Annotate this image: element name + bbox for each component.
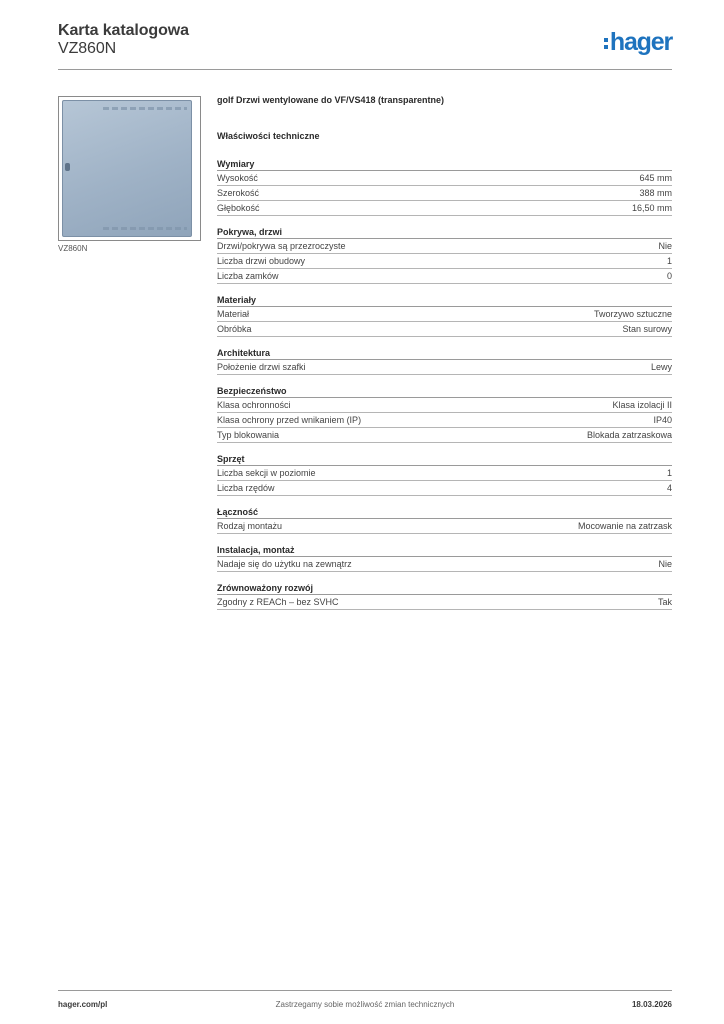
spec-section (217, 157, 672, 216)
spec-row (217, 413, 672, 428)
spec-row (217, 557, 672, 572)
spec-label: Położenie drzwi szafki (217, 362, 306, 372)
specifications (217, 95, 672, 619)
spec-value: 1 (666, 256, 672, 266)
spec-row (217, 595, 672, 610)
spec-label: Szerokość (217, 188, 260, 198)
vent-slots (103, 227, 187, 230)
door-product-icon (62, 100, 192, 237)
spec-row (217, 481, 672, 496)
section-title: Instalacja, montaż (217, 543, 672, 557)
spec-section (217, 581, 672, 610)
footer-website[interactable]: hager.com/pl (58, 1000, 108, 1009)
spec-section (217, 225, 672, 284)
spec-value: 4 (666, 483, 672, 493)
section-title: Architektura (217, 346, 672, 360)
vent-slots (103, 107, 187, 110)
footer-date: 18.03.2026 (631, 1000, 672, 1009)
spec-label: Głębokość (217, 203, 260, 213)
spec-row (217, 269, 672, 284)
spec-row (217, 398, 672, 413)
spec-value: Tak (657, 597, 672, 607)
spec-label: Liczba sekcji w poziomie (217, 468, 316, 478)
product-code: VZ860N (58, 40, 117, 57)
spec-row (217, 254, 672, 269)
spec-section (217, 384, 672, 443)
spec-row (217, 519, 672, 534)
spec-value: 1 (666, 468, 672, 478)
spec-value: Nie (658, 559, 672, 569)
spec-value: Stan surowy (622, 324, 672, 334)
spec-section (217, 505, 672, 534)
spec-value: Lewy (650, 362, 672, 372)
spec-label: Drzwi/pokrywa są przezroczyste (217, 241, 346, 251)
spec-value: Blokada zatrzaskowa (586, 430, 672, 440)
document-title: Karta katalogowa (58, 22, 189, 39)
logo-text: hager (609, 27, 672, 56)
spec-section (217, 293, 672, 337)
spec-value: 16,50 mm (631, 203, 672, 213)
section-title: Bezpieczeństwo (217, 384, 672, 398)
spec-value: 645 mm (639, 173, 672, 183)
spec-row (217, 307, 672, 322)
spec-value: Tworzywo sztuczne (593, 309, 672, 319)
spec-value: 0 (666, 271, 672, 281)
product-description: golf Drzwi wentylowane do VF/VS418 (transparentne) (217, 95, 445, 105)
spec-section (217, 543, 672, 572)
spec-label: Klasa ochrony przed wnikaniem (IP) (217, 415, 362, 425)
spec-label: Liczba drzwi obudowy (217, 256, 306, 266)
spec-label: Typ blokowania (217, 430, 280, 440)
spec-row (217, 171, 672, 186)
spec-value: 388 mm (639, 188, 672, 198)
spec-label: Nadaje się do użytku na zewnątrz (217, 559, 352, 569)
spec-row (217, 360, 672, 375)
section-title: Materiały (217, 293, 672, 307)
spec-row (217, 466, 672, 481)
page-footer (58, 990, 672, 1016)
spec-row (217, 201, 672, 216)
spec-label: Liczba rzędów (217, 483, 275, 493)
section-title: Sprzęt (217, 452, 672, 466)
spec-row (217, 186, 672, 201)
spec-row (217, 239, 672, 254)
section-title: Pokrywa, drzwi (217, 225, 672, 239)
logo-dots-icon (604, 38, 608, 49)
spec-section (217, 346, 672, 375)
spec-label: Liczba zamków (217, 271, 279, 281)
properties-heading: Właściwości techniczne (217, 131, 320, 141)
section-title: Zrównoważony rozwój (217, 581, 672, 595)
spec-label: Wysokość (217, 173, 258, 183)
spec-label: Rodzaj montażu (217, 521, 283, 531)
spec-label: Materiał (217, 309, 250, 319)
spec-section (217, 452, 672, 496)
footer-disclaimer: Zastrzegamy sobie możliwość zmian technicznych (275, 1000, 455, 1009)
spec-value: Mocowanie na zatrzask (577, 521, 672, 531)
spec-value: Nie (658, 241, 672, 251)
image-caption: VZ860N (58, 244, 88, 253)
page-header (58, 20, 672, 70)
spec-row (217, 322, 672, 337)
spec-value: IP40 (653, 415, 672, 425)
section-title: Łączność (217, 505, 672, 519)
door-handle (65, 163, 70, 171)
hager-logo (604, 28, 672, 56)
spec-row (217, 428, 672, 443)
spec-sections (217, 157, 672, 610)
spec-label: Klasa ochronności (217, 400, 291, 410)
spec-value: Klasa izolacji II (612, 400, 672, 410)
product-image (58, 96, 201, 241)
spec-label: Zgodny z REACh – bez SVHC (217, 597, 339, 607)
spec-label: Obróbka (217, 324, 252, 334)
section-title: Wymiary (217, 157, 672, 171)
